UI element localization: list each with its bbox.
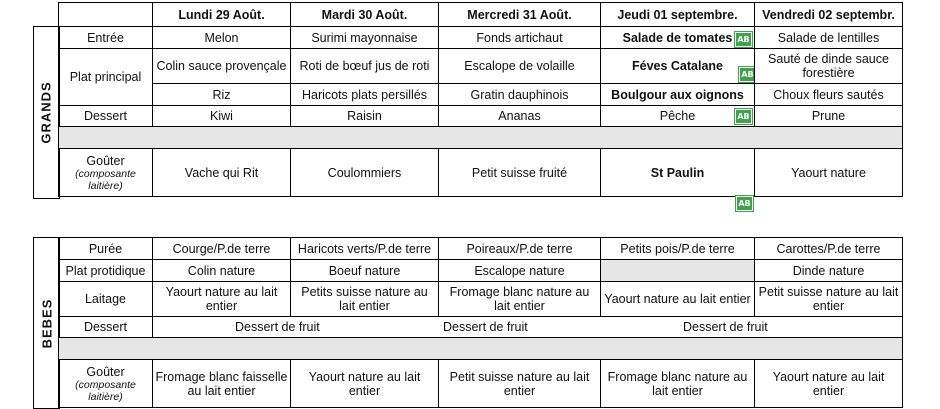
dessert-cell: Ananas — [439, 106, 601, 127]
laitage-cell: Yaourt nature au lait entier — [153, 282, 291, 317]
laitage-cell: Yaourt nature au lait entier — [601, 282, 755, 317]
accomp-cell: Riz — [153, 84, 291, 106]
gouter-label-text: Goûter — [86, 364, 125, 379]
plat-cell: Sauté de dinde sauce forestière — [755, 49, 903, 84]
dessert-cell-2: Dessert de fruit — [443, 320, 528, 334]
entree-cell: Fonds artichaut — [439, 27, 601, 49]
separator-row — [59, 127, 903, 149]
accomp-cell: Haricots plats persillés — [291, 84, 439, 106]
organic-label-icon: AB — [739, 67, 755, 82]
proteique-cell-empty — [601, 260, 755, 282]
organic-label-icon: AB — [735, 32, 752, 47]
dessert-cell-text: Pêche — [659, 109, 696, 123]
dessert-span-row — [153, 317, 903, 338]
accomp-cell: Gratin dauphinois — [439, 84, 601, 106]
entree-cell-text: Salade de tomates — [622, 30, 733, 45]
puree-cell: Carottes/P.de terre — [755, 238, 903, 260]
dessert-cell: Kiwi — [153, 106, 291, 127]
gouter-cell: Petit suisse fruité — [439, 149, 601, 197]
puree-cell: Poireaux/P.de terre — [439, 238, 601, 260]
laitage-cell: Petit suisse nature au lait entier — [755, 282, 903, 317]
plat-cell: Colin sauce provençale — [153, 49, 291, 84]
day-header-2: Mardi 30 Août. — [291, 3, 439, 27]
gouter-sublabel: (composante laitière) — [75, 378, 136, 403]
puree-cell: Petits pois/P.de terre — [601, 238, 755, 260]
day-header-1: Lundi 29 Août. — [153, 3, 291, 27]
row-label-entree: Entrée — [59, 27, 153, 49]
dessert-cell: Prune — [755, 106, 903, 127]
accomp-cell: Choux fleurs sautés — [755, 84, 903, 106]
organic-label-icon: AB — [735, 109, 752, 124]
gouter-cell: St Paulin — [601, 149, 755, 197]
puree-cell: Courge/P.de terre — [153, 238, 291, 260]
proteique-cell: Dinde nature — [755, 260, 903, 282]
gouter-cell: Petit suisse nature au lait entier — [439, 360, 601, 408]
entree-cell: Salade de lentilles — [755, 27, 903, 49]
header-corner — [59, 3, 153, 27]
entree-cell-organic — [601, 27, 755, 49]
day-header-3: Mercredi 31 Août. — [439, 3, 601, 27]
row-label-laitage: Laitage — [59, 282, 153, 317]
row-label-puree: Purée — [59, 238, 153, 260]
gouter-cell: Fromage blanc faisselle au lait entier — [153, 360, 291, 408]
dessert-cell-1: Dessert de fruit — [235, 320, 320, 334]
gouter-cell: Coulommiers — [291, 149, 439, 197]
organic-label-icon: AB — [736, 196, 753, 211]
section-label-bebes-text: BEBES — [39, 298, 55, 348]
section-label-bebes — [33, 237, 60, 409]
day-header-4: Jeudi 01 septembre. — [601, 3, 755, 27]
plat-cell: Roti de bœuf jus de roti — [291, 49, 439, 84]
dessert-cell-organic — [601, 106, 755, 127]
entree-cell: Melon — [153, 27, 291, 49]
row-label-gouter — [59, 149, 153, 197]
menu-table-grands — [58, 2, 903, 197]
laitage-cell: Fromage blanc nature au lait entier — [439, 282, 601, 317]
row-label-plat: Plat principal — [59, 49, 153, 106]
day-header-5: Vendredi 02 septembr. — [755, 3, 903, 27]
plat-cell: Escalope de volaille — [439, 49, 601, 84]
section-label-grands — [33, 26, 60, 199]
proteique-cell: Boeuf nature — [291, 260, 439, 282]
gouter-cell: Yaourt nature au lait entier — [291, 360, 439, 408]
dessert-cell-3: Dessert de fruit — [683, 320, 768, 334]
row-label-proteique: Plat protidique — [59, 260, 153, 282]
gouter-cell: Yaourt nature au lait entier — [755, 360, 903, 408]
gouter-cell: Fromage blanc nature au lait entier — [601, 360, 755, 408]
gouter-label-text: Goûter — [86, 153, 125, 168]
separator-row — [59, 338, 903, 360]
gouter-cell: Vache qui Rit — [153, 149, 291, 197]
section-label-grands-text: GRANDS — [39, 81, 54, 144]
laitage-cell: Petits suisse nature au lait entier — [291, 282, 439, 317]
entree-cell: Surimi mayonnaise — [291, 27, 439, 49]
gouter-sublabel: (composante laitière) — [75, 167, 136, 192]
row-label-gouter-bebes — [59, 360, 153, 408]
proteique-cell: Escalope nature — [439, 260, 601, 282]
row-label-dessert-bebes: Dessert — [59, 317, 153, 338]
plat-cell-organic — [601, 49, 755, 84]
menu-table-bebes — [58, 237, 903, 408]
plat-cell-text: Féves Catalane — [631, 59, 724, 73]
proteique-cell: Colin nature — [153, 260, 291, 282]
dessert-cell: Raisin — [291, 106, 439, 127]
accomp-cell: Boulgour aux oignons — [601, 84, 755, 106]
puree-cell: Haricots verts/P.de terre — [291, 238, 439, 260]
gouter-cell: Yaourt nature — [755, 149, 903, 197]
row-label-dessert: Dessert — [59, 106, 153, 127]
